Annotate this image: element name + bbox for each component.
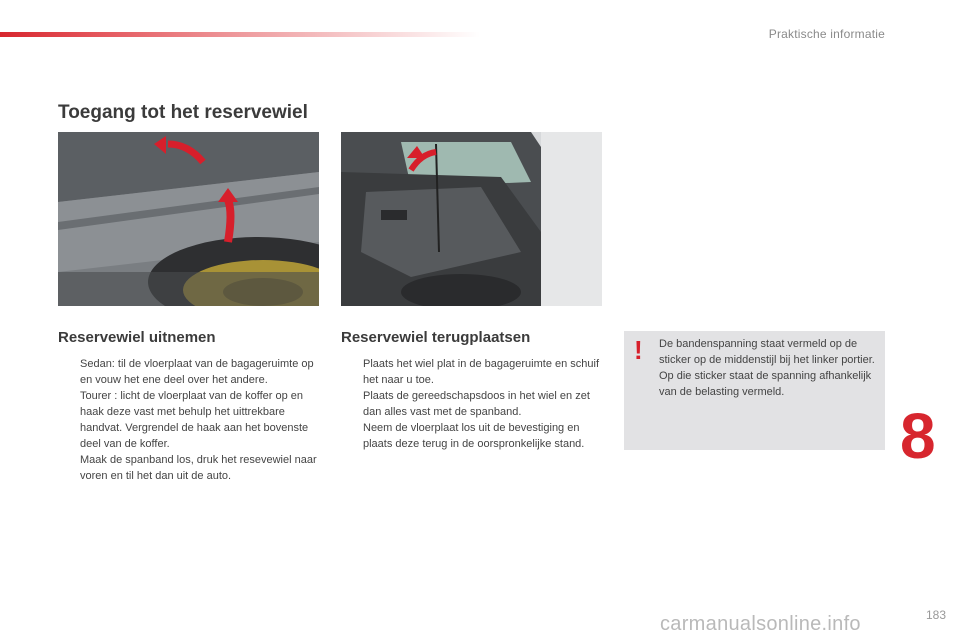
exclamation-icon: ! xyxy=(634,335,643,365)
photo-tourer-boot-floor xyxy=(341,132,602,306)
chapter-number: 8 xyxy=(900,400,936,472)
instruction-list xyxy=(58,356,320,484)
photo-boot-floor-lift xyxy=(58,132,319,306)
section-header: Praktische informatie xyxy=(768,27,885,41)
section-heading: Reservewiel uitnemen xyxy=(58,329,216,346)
section-remove-spare-wheel xyxy=(58,329,320,484)
page-title: Toegang tot het reservewiel xyxy=(58,102,308,123)
top-accent-stripe xyxy=(0,32,480,37)
warning-note-text: De bandenspanning staat vermeld op de sticker op de middenstijl bij het linker portier. Op die sticker staat de spanning afhankelijk van de belasting vermeld. xyxy=(659,338,875,398)
list-item: Plaats het wiel plat in de bagageruimte en schuif het naar u toe. xyxy=(363,358,600,386)
list-item: Neem de vloerplaat los uit de bevestiging en plaats deze terug in de oorspronkelijke stand. xyxy=(363,422,585,450)
list-item: Maak de spanband los, druk het resevewiel naar voren en til het dan uit de auto. xyxy=(80,454,317,482)
list-item: Tourer : licht de vloerplaat van de koffer op en haak deze vast met behulp het uittrekbare handvat. Vergrendel de haak aan het bovenste deel van de koffer. xyxy=(80,390,309,450)
watermark: carmanualsonline.info xyxy=(660,613,861,635)
list-item: Sedan: til de vloerplaat van de bagageruimte op en vouw het ene deel over het andere. xyxy=(80,358,314,386)
instruction-list xyxy=(341,356,603,452)
list-item: Plaats de gereedschapsdoos in het wiel en zet dan alles vast met de spanband. xyxy=(363,390,590,418)
section-refit-spare-wheel xyxy=(341,329,603,452)
page-number: 183 xyxy=(925,608,946,622)
warning-note xyxy=(624,331,885,450)
section-heading: Reservewiel terugplaatsen xyxy=(341,329,531,346)
